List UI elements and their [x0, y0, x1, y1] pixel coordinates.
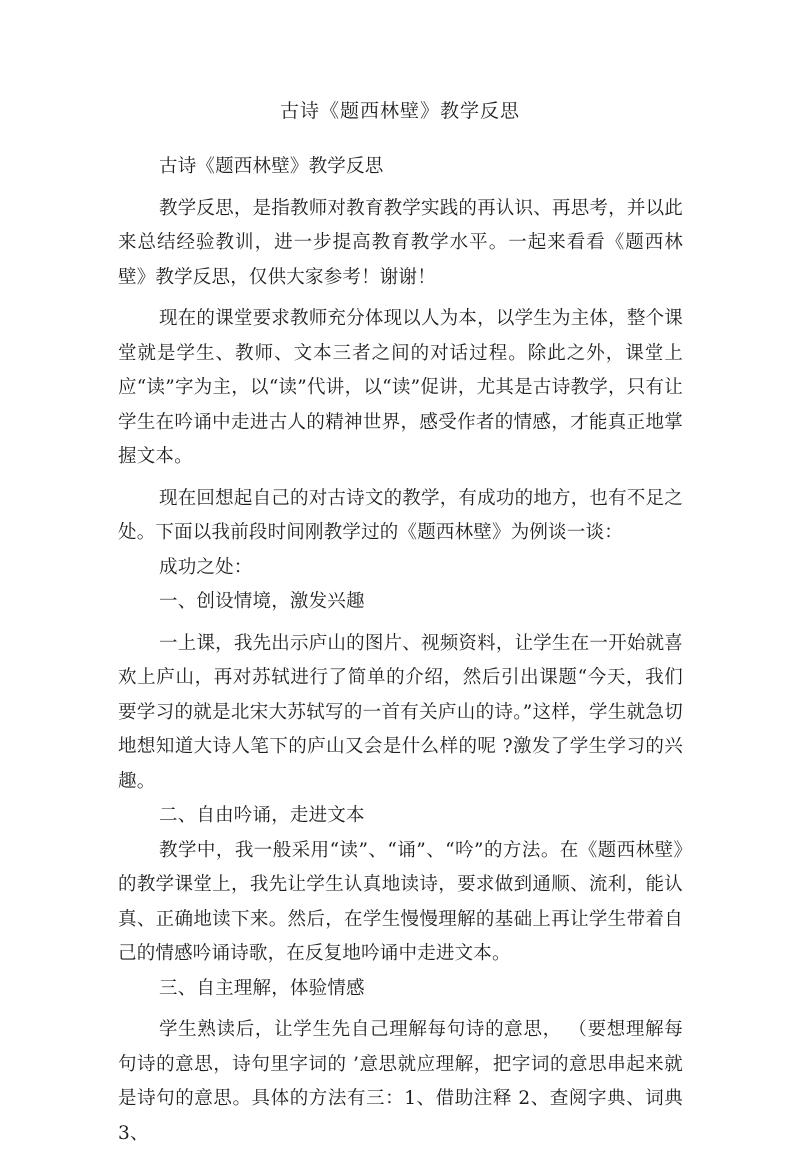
section-heading-3: 三、自主理解，体验情感 [159, 977, 365, 999]
section-heading-2: 二、自由吟诵，走进文本 [159, 805, 365, 826]
document-title: 古诗《题西林壁》教学反思 [279, 100, 520, 122]
paragraph-section-2: 教学中，我一般采用“读”、“诵”、“吟”的方法。在《题西林壁》的教学课堂上，我先让学生认真地读诗，要求做到通顺、流利，能认真、正确地读下来。然后，在学生慢慢理解的基础上再让学生带着自己的情感吟诵诗歌，在反复地吟诵中走进文本。 [118, 839, 683, 964]
paragraph-recall: 现在回想起自己的对古诗文的教学，有成功的地方，也有不足之处。下面以我前段时间刚教学过的《题西林壁》为例谈一谈： [118, 487, 683, 543]
section-heading-1: 一、创设情境，激发兴趣 [159, 591, 365, 612]
paragraph-success-heading: 成功之处： [159, 556, 253, 578]
paragraph-classroom: 现在的课堂要求教师充分体现以人为本，以学生为主体，整个课堂就是学生、教师、文本三者之间的对话过程。除此之外，课堂上应“读”字为主，以“读”代讲，以“读”促讲，尤其是古诗教学，只有让学生在吟诵中走进古人的精神世界，感受作者的情感，才能真正地掌握文本。 [118, 308, 683, 467]
document-body [118, 150, 683, 1151]
paragraph-intro: 教学反思，是指教师对教育教学实践的再认识、再思考，并以此来总结经验教训，进一步提高教育教学水平。一起来看看《题西林壁》教学反思，仅供大家参考！谢谢！ [118, 197, 683, 288]
paragraph-section-1: 一上课，我先出示庐山的图片、视频资料，让学生在一开始就喜欢上庐山，再对苏轼进行了简单的介绍，然后引出课题“今天，我们要学习的就是北宋大苏轼写的一首有关庐山的诗。”这样，学生就急切地想知道大诗人笔下的庐山又会是什么样的呢 ?激发了学生学习的兴趣。 [118, 632, 683, 792]
paragraph-section-3: 学生熟读后，让学生先自己理解每句诗的意思， （要想理解每句诗的意思，诗句里字词的 ’意思就应理解，把字词的意思串起来就是诗句的意思。具体的方法有三：1、借助注释 2、查阅字典、词典 3、 [118, 1019, 683, 1144]
paragraph-subtitle: 古诗《题西林壁》教学反思 [159, 156, 384, 177]
